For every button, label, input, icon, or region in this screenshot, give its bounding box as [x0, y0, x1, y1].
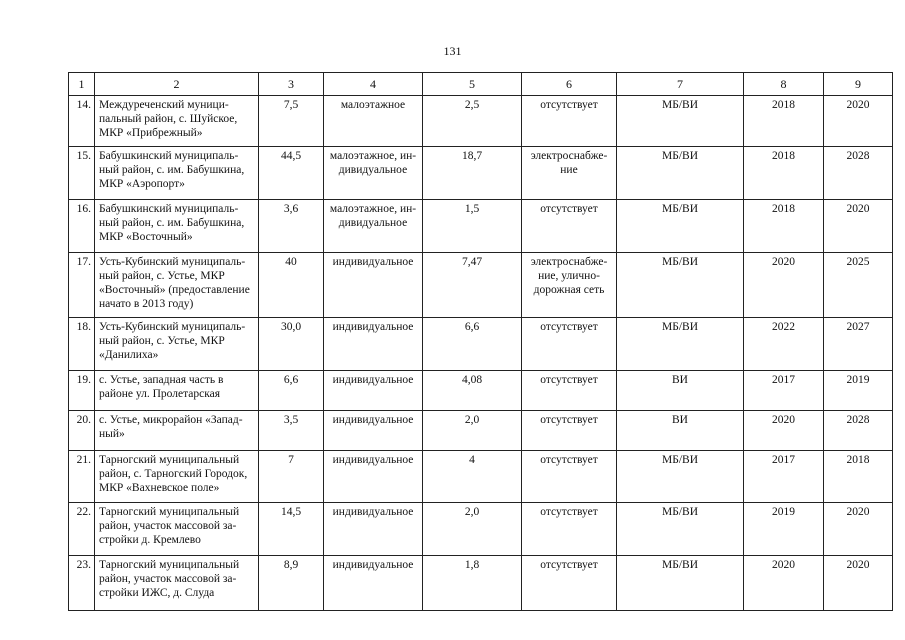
table-row [69, 200, 893, 253]
funding-source-cell: МБ/ВИ [617, 451, 744, 503]
building-type-cell: индивидуальное [324, 556, 423, 611]
infrastructure-cell: электроснабже- ние [522, 147, 617, 200]
header-cell: 1 [69, 73, 95, 96]
header-cell: 4 [324, 73, 423, 96]
start-year-cell: 2019 [744, 503, 824, 556]
location-cell: с. Устье, микрорайон «Запад- ный» [95, 411, 259, 451]
start-year-cell: 2018 [744, 147, 824, 200]
location-cell: Бабушкинский муниципаль- ный район, с. им. Бабушкина, МКР «Аэропорт» [95, 147, 259, 200]
area-cell: 14,5 [259, 503, 324, 556]
building-type-cell: малоэтажное, ин- дивидуальное [324, 147, 423, 200]
page-number: 131 [443, 44, 462, 58]
row-number-cell: 18. [69, 318, 95, 371]
row-number-cell: 14. [69, 96, 95, 147]
infrastructure-cell: отсутствует [522, 451, 617, 503]
row-number-cell: 15. [69, 147, 95, 200]
building-type-cell: индивидуальное [324, 451, 423, 503]
start-year-cell: 2017 [744, 371, 824, 411]
table-row [69, 411, 893, 451]
funding-source-cell: ВИ [617, 371, 744, 411]
end-year-cell: 2027 [824, 318, 893, 371]
location-cell: Усть-Кубинский муниципаль- ный район, с. Устье, МКР «Восточный» (предоставление начато в 2013 году) [95, 253, 259, 318]
start-year-cell: 2020 [744, 411, 824, 451]
row-number-cell: 20. [69, 411, 95, 451]
value-cell: 2,5 [423, 96, 522, 147]
funding-source-cell: МБ/ВИ [617, 96, 744, 147]
building-type-cell: индивидуальное [324, 411, 423, 451]
start-year-cell: 2018 [744, 96, 824, 147]
building-type-cell: малоэтажное [324, 96, 423, 147]
row-number-cell: 19. [69, 371, 95, 411]
row-number-cell: 23. [69, 556, 95, 611]
value-cell: 6,6 [423, 318, 522, 371]
infrastructure-cell: отсутствует [522, 96, 617, 147]
end-year-cell: 2020 [824, 200, 893, 253]
location-cell: Тарногский муниципальный район, участок массовой за- стройки д. Кремлево [95, 503, 259, 556]
infrastructure-cell: отсутствует [522, 200, 617, 253]
start-year-cell: 2020 [744, 556, 824, 611]
location-cell: Бабушкинский муниципаль- ный район, с. им. Бабушкина, МКР «Восточный» [95, 200, 259, 253]
building-type-cell: малоэтажное, ин- дивидуальное [324, 200, 423, 253]
building-type-cell: индивидуальное [324, 253, 423, 318]
start-year-cell: 2020 [744, 253, 824, 318]
infrastructure-cell: электроснабже- ние, улично- дорожная сеть [522, 253, 617, 318]
value-cell: 1,8 [423, 556, 522, 611]
header-cell: 7 [617, 73, 744, 96]
row-number-cell: 22. [69, 503, 95, 556]
funding-source-cell: МБ/ВИ [617, 318, 744, 371]
location-cell: Междуреченский муници- пальный район, с. Шуйское, МКР «Прибрежный» [95, 96, 259, 147]
infrastructure-cell: отсутствует [522, 556, 617, 611]
area-cell: 3,6 [259, 200, 324, 253]
table-row [69, 371, 893, 411]
building-type-cell: индивидуальное [324, 503, 423, 556]
building-type-cell: индивидуальное [324, 371, 423, 411]
location-cell: с. Устье, западная часть в районе ул. Пролетарская [95, 371, 259, 411]
end-year-cell: 2028 [824, 411, 893, 451]
end-year-cell: 2028 [824, 147, 893, 200]
funding-source-cell: МБ/ВИ [617, 503, 744, 556]
table-row [69, 318, 893, 371]
table-row [69, 503, 893, 556]
area-cell: 3,5 [259, 411, 324, 451]
area-cell: 7 [259, 451, 324, 503]
end-year-cell: 2020 [824, 96, 893, 147]
start-year-cell: 2018 [744, 200, 824, 253]
value-cell: 2,0 [423, 411, 522, 451]
header-cell: 3 [259, 73, 324, 96]
value-cell: 18,7 [423, 147, 522, 200]
value-cell: 2,0 [423, 503, 522, 556]
value-cell: 4 [423, 451, 522, 503]
infrastructure-cell: отсутствует [522, 318, 617, 371]
value-cell: 7,47 [423, 253, 522, 318]
funding-source-cell: МБ/ВИ [617, 556, 744, 611]
row-number-cell: 21. [69, 451, 95, 503]
value-cell: 4,08 [423, 371, 522, 411]
data-table [68, 72, 893, 611]
end-year-cell: 2020 [824, 556, 893, 611]
area-cell: 7,5 [259, 96, 324, 147]
row-number-cell: 17. [69, 253, 95, 318]
location-cell: Усть-Кубинский муниципаль- ный район, с. Устье, МКР «Данилиха» [95, 318, 259, 371]
funding-source-cell: МБ/ВИ [617, 147, 744, 200]
header-cell: 8 [744, 73, 824, 96]
infrastructure-cell: отсутствует [522, 503, 617, 556]
end-year-cell: 2020 [824, 503, 893, 556]
table-row [69, 147, 893, 200]
header-cell: 2 [95, 73, 259, 96]
table-row [69, 253, 893, 318]
area-cell: 40 [259, 253, 324, 318]
table-row [69, 96, 893, 147]
funding-source-cell: ВИ [617, 411, 744, 451]
area-cell: 30,0 [259, 318, 324, 371]
table-header-row [69, 73, 893, 96]
start-year-cell: 2022 [744, 318, 824, 371]
end-year-cell: 2019 [824, 371, 893, 411]
location-cell: Тарногский муниципальный район, участок массовой за- стройки ИЖС, д. Слуда [95, 556, 259, 611]
infrastructure-cell: отсутствует [522, 371, 617, 411]
area-cell: 44,5 [259, 147, 324, 200]
area-cell: 6,6 [259, 371, 324, 411]
end-year-cell: 2018 [824, 451, 893, 503]
end-year-cell: 2025 [824, 253, 893, 318]
row-number-cell: 16. [69, 200, 95, 253]
location-cell: Тарногский муниципальный район, с. Тарногский Городок, МКР «Вахневское поле» [95, 451, 259, 503]
header-cell: 9 [824, 73, 893, 96]
funding-source-cell: МБ/ВИ [617, 253, 744, 318]
funding-source-cell: МБ/ВИ [617, 200, 744, 253]
header-cell: 6 [522, 73, 617, 96]
table-row [69, 451, 893, 503]
header-cell: 5 [423, 73, 522, 96]
area-cell: 8,9 [259, 556, 324, 611]
value-cell: 1,5 [423, 200, 522, 253]
infrastructure-cell: отсутствует [522, 411, 617, 451]
building-type-cell: индивидуальное [324, 318, 423, 371]
table-row [69, 556, 893, 611]
start-year-cell: 2017 [744, 451, 824, 503]
